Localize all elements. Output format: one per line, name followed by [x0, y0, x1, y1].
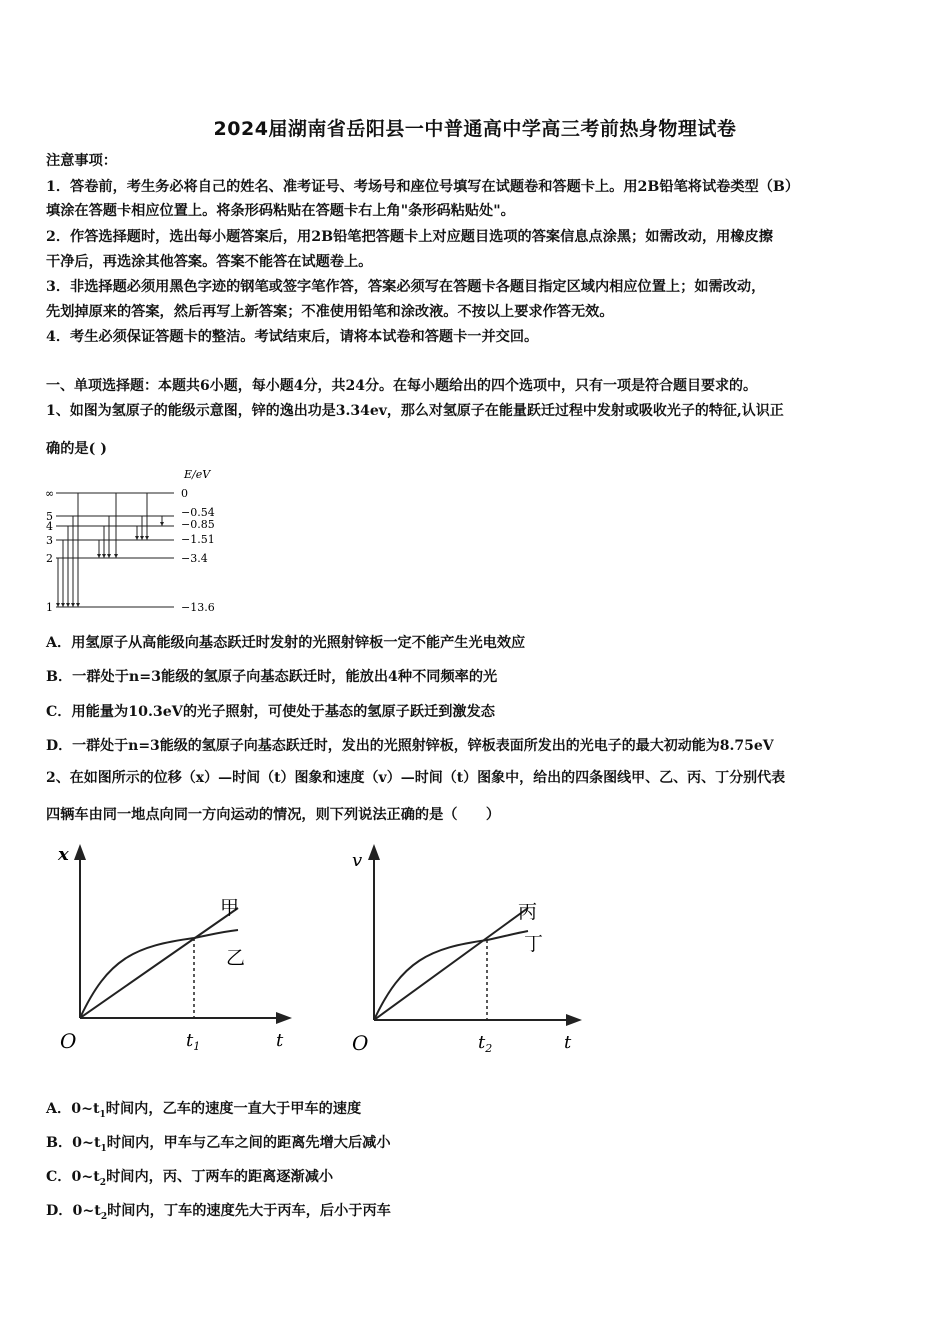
arrowhead — [76, 603, 80, 607]
x-axis-label: t — [564, 1032, 572, 1053]
notice-line-6: 先划掉原来的答案，然后再写上新答案；不准使用铅笔和涂改液。不按以上要求作答无效。 — [46, 304, 614, 320]
arrowhead — [56, 603, 60, 607]
level-n-label: 2 — [46, 552, 53, 565]
arrowhead — [160, 522, 164, 526]
q2-option-d: D．$0\sim t_2$时间内，丁车的速度先大于丙车，后小于丙车 — [46, 1203, 391, 1222]
level-energy-label: −1.51 — [181, 533, 215, 546]
notice-line-2: 填涂在答题卡相应位置上。将条形码粘贴在答题卡右上角"条形码粘贴处"。 — [46, 203, 515, 219]
x-axis-arrow — [566, 1014, 582, 1026]
x-axis-arrow — [276, 1012, 292, 1024]
curve-ding — [374, 931, 528, 1020]
q1-option-a: A．用氢原子从高能级向基态跃迁时发射的光照射锌板一定不能产生光电效应 — [46, 635, 526, 651]
q2-stem-line1: 2、在如图所示的位移（x）—时间（t）图象和速度（v）—时间（t）图象中，给出的四条图线甲、乙、丙、丁分别代表 — [46, 770, 786, 786]
q1-stem-line1: 1、如图为氢原子的能级示意图，锌的逸出功是3.34ev，那么对氢原子在能量跃迁过程中发射或吸收光子的特征,认识正 — [46, 403, 784, 419]
level-energy-label: −0.54 — [181, 506, 215, 519]
arrowhead — [145, 536, 149, 540]
q2-stem-line2: 四辆车由同一地点向同一方向运动的情况，则下列说法正确的是（ ） — [46, 807, 501, 823]
page-title: 2024届湖南省岳阳县一中普通高中学高三考前热身物理试卷 — [213, 118, 737, 140]
level-n-label: 5 — [46, 510, 53, 523]
curve-jia — [80, 908, 238, 1018]
arrowhead — [135, 536, 139, 540]
label-yi: 乙 — [226, 947, 246, 969]
arrowhead — [66, 603, 70, 607]
vt-graph — [342, 838, 592, 1058]
curve-bing — [374, 908, 528, 1020]
level-n-label: 3 — [46, 534, 53, 547]
y-axis-arrow — [74, 844, 86, 860]
t1-tick-label: $t_1$ — [186, 1030, 201, 1053]
level-energy-label: −13.6 — [181, 601, 215, 614]
notice-line-5: 3．非选择题必须用黑色字迹的钢笔或签字笔作答，答案必须写在答题卡各题目指定区域内相应位置上；如需改动， — [46, 279, 766, 295]
q2-option-b: B．$0\sim t_1$时间内，甲车与乙车之间的距离先增大后减小 — [46, 1135, 391, 1154]
curve-yi — [80, 930, 238, 1018]
origin-label: O — [352, 1031, 369, 1055]
level-n-label: 4 — [46, 520, 53, 533]
q2-option-a: A．$0\sim t_1$时间内，乙车的速度一直大于甲车的速度 — [46, 1101, 362, 1120]
notice-line-7: 4．考生必须保证答题卡的整洁。考试结束后，请将本试卷和答题卡一并交回。 — [46, 329, 539, 345]
notice-heading: 注意事项： — [46, 153, 117, 169]
level-n-label: 1 — [46, 601, 53, 614]
q1-option-c: C．用能量为10.3eV的光子照射，可使处于基态的氢原子跃迁到激发态 — [46, 704, 495, 720]
notice-line-4: 干净后，再选涂其他答案。答案不能答在试题卷上。 — [46, 254, 373, 270]
arrowhead — [140, 536, 144, 540]
arrowhead — [97, 554, 101, 558]
energy-level-diagram — [44, 466, 234, 616]
arrowhead — [107, 554, 111, 558]
xt-graph — [50, 838, 300, 1058]
arrowhead — [61, 603, 65, 607]
arrowhead — [114, 554, 118, 558]
energy-unit-label: E/eV — [184, 468, 211, 481]
section-heading: 一、单项选择题：本题共6小题，每小题4分，共24分。在每小题给出的四个选项中，只有一项是符合题目要求的。 — [46, 378, 757, 394]
notice-line-3: 2．作答选择题时，选出每小题答案后，用2B铅笔把答题卡上对应题目选项的答案信息点涂黑；如需改动，用橡皮擦 — [46, 229, 773, 245]
y-axis-label: x — [58, 844, 69, 865]
level-energy-label: 0 — [181, 487, 188, 500]
q1-option-b: B．一群处于n=3能级的氢原子向基态跃迁时，能放出4种不同频率的光 — [46, 669, 498, 685]
label-ding: 丁 — [524, 933, 544, 955]
y-axis-label: v — [352, 850, 363, 871]
q1-stem-line2: 确的是( ) — [46, 441, 107, 457]
t2-tick-label: $t_2$ — [478, 1032, 493, 1055]
q2-option-c: C．$0\sim t_2$时间内，丙、丁两车的距离逐渐减小 — [46, 1169, 334, 1188]
arrowhead — [102, 554, 106, 558]
y-axis-arrow — [368, 844, 380, 860]
level-energy-label: −3.4 — [181, 552, 208, 565]
q1-option-d: D．一群处于n=3能级的氢原子向基态跃迁时，发出的光照射锌板，锌板表面所发出的光电子的最大初动能为8.75eV — [46, 738, 774, 754]
arrowhead — [71, 603, 75, 607]
x-axis-label: t — [276, 1030, 284, 1051]
level-n-label: ∞ — [45, 487, 55, 500]
level-energy-label: −0.85 — [181, 518, 215, 531]
label-jia: 甲 — [220, 897, 240, 919]
origin-label: O — [60, 1029, 77, 1053]
label-bing: 丙 — [518, 901, 538, 923]
notice-line-1: 1．答卷前，考生务必将自己的姓名、准考证号、考场号和座位号填写在试题卷和答题卡上。用2B铅笔将试卷类型（B） — [46, 179, 800, 195]
